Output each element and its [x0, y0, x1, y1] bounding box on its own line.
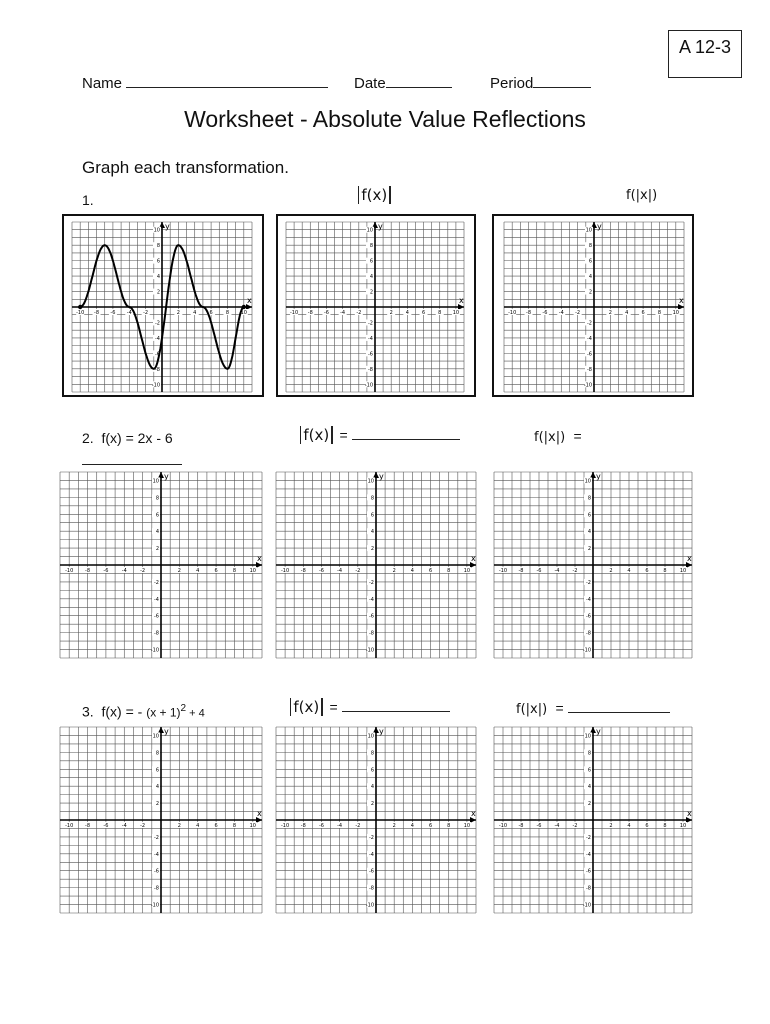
graph-3-1-y-tick-label: -10 [150, 902, 159, 909]
graph-3-2-x-tick-label: 2 [392, 823, 396, 829]
graph-2-2-x-tick-label: -8 [300, 568, 306, 574]
period-label: Period [490, 75, 534, 92]
page-title: Worksheet - Absolute Value Reflections [184, 106, 586, 132]
graph-1-2-y-tick-label: -10 [364, 382, 373, 389]
graph-1-1-y-tick-label: 10 [153, 227, 160, 234]
graph-1-2-y-tick-label: 6 [369, 258, 373, 265]
f-abs-label-3: f(|x|) = [516, 700, 670, 717]
graph-1-2-x-tick-label: 10 [452, 310, 460, 316]
graph-2-1-x-tick-label: 4 [196, 568, 200, 574]
graph-2-3-x-tick-label: 6 [645, 568, 649, 574]
graph-2-1-x-tick-label: -8 [85, 568, 91, 574]
graph-2-3-x-tick-label: -4 [554, 568, 560, 574]
graph-3-3-y-tick-label: 10 [584, 733, 591, 740]
graph-2-1-y-tick-label: 6 [155, 512, 159, 519]
graph-1-2-y-tick-label: -4 [368, 335, 373, 342]
graph-3-1-x-label: x [257, 809, 262, 818]
graph-3-2-x-tick-label: -2 [355, 823, 361, 829]
graph-2-1-y-tick-label: 10 [152, 478, 159, 485]
graph-2-1[interactable] [60, 472, 262, 658]
graph-2-3-x-tick-label: -8 [518, 568, 524, 574]
problem-3-number: 3. [82, 703, 94, 720]
graph-1-1-endpoint [78, 305, 82, 309]
graph-2-3-x-tick-label: 4 [627, 568, 631, 574]
graph-1-2-x-tick-label: 6 [421, 310, 426, 316]
graph-2-2-y-tick-label: -8 [369, 630, 374, 637]
graph-1-1-x-tick-label: 4 [193, 310, 197, 316]
graph-1-2-x-tick-label: -8 [307, 310, 313, 316]
graph-2-3-y-label: y [596, 472, 601, 481]
graph-3-3-x-tick-label: -8 [518, 823, 524, 829]
graph-2-3-x-label: x [687, 554, 692, 563]
graph-3-1-y-tick-label: -6 [154, 868, 159, 875]
graph-2-3-x-tick-label: 2 [609, 568, 613, 574]
graph-2-1-x-tick-label: 8 [232, 568, 237, 574]
abs-f-label-3: f(x) = [288, 698, 450, 716]
graph-3-2-y-tick-label: 6 [370, 767, 374, 774]
graph-3-3-x-tick-label: -10 [498, 823, 508, 829]
graph-1-1-y-tick-label: -8 [155, 366, 160, 373]
graph-2-3-x-tick-label: 8 [663, 568, 667, 574]
graph-3-3-x-tick-label: 6 [645, 823, 649, 829]
graph-2-2-y-tick-label: -10 [365, 647, 374, 654]
graph-2-2-y-tick-label: 4 [370, 529, 374, 536]
graph-1-1-x-tick-label: -10 [76, 310, 85, 316]
graph-3-3-y-tick-label: 6 [587, 767, 591, 774]
graph-2-2-y-label: y [379, 472, 384, 481]
graph-1-3[interactable] [504, 222, 684, 392]
abs-f-label-2: f(x) = [298, 426, 460, 444]
graph-2-3-x-tick-label: -10 [498, 568, 508, 574]
worksheet-code: A 12-3 [668, 30, 742, 78]
graph-1-1-y-tick-label: -4 [155, 335, 160, 342]
graph-2-1-y-label: y [164, 472, 169, 481]
graph-3-1-y-tick-label: 6 [155, 767, 159, 774]
graph-3-1-x-tick-label: 10 [249, 823, 257, 829]
graph-3-1-y-label: y [164, 727, 169, 736]
graph-2-3-y-tick-label: 4 [587, 529, 591, 536]
graph-2-2-y-tick-label: -2 [369, 579, 374, 586]
graph-2-3-y-tick-label: -6 [586, 613, 591, 620]
graph-3-3-x-label: x [687, 809, 692, 818]
graph-3-3-x-tick-label: 10 [679, 823, 687, 829]
graph-3-2-y-tick-label: -4 [369, 851, 374, 858]
graph-1-3-x-tick-label: -6 [542, 310, 548, 316]
graph-1-3-y-tick-label: -10 [583, 382, 592, 389]
graph-1-2-x-tick-label: 8 [438, 310, 442, 316]
graph-1-3-x-tick-label: 2 [608, 310, 612, 316]
graph-1-2-x-tick-label: -4 [340, 310, 346, 316]
graph-3-1-y-tick-label: 10 [152, 733, 159, 740]
graph-3-1-y-tick-label: 2 [155, 801, 159, 808]
graph-2-1-x-tick-label: -10 [65, 568, 74, 574]
graph-1-3-y-tick-label: 4 [588, 274, 592, 281]
graph-1-1-endpoint [242, 305, 246, 309]
graph-2-2-x-tick-label: 4 [410, 568, 414, 574]
graph-1-2-x-tick-label: 2 [389, 310, 393, 316]
graph-3-1-x-tick-label: -4 [121, 823, 127, 829]
period-field [490, 74, 591, 92]
graph-2-1-x-tick-label: -2 [140, 568, 146, 574]
graph-3-1-x-tick-label: -6 [103, 823, 109, 829]
graph-2-2-y-tick-label: 10 [367, 478, 374, 485]
graph-1-1-x-tick-label: -8 [94, 310, 100, 316]
graph-1-3-y-tick-label: 10 [585, 227, 592, 234]
graph-1-2-x-tick-label: -6 [323, 310, 329, 316]
graph-1-1-y-tick-label: 4 [156, 274, 160, 281]
graph-3-1-x-tick-label: -10 [65, 823, 74, 829]
problem-2-function: f(x) = 2x - 6 [101, 430, 173, 446]
graph-2-2-x-tick-label: -2 [355, 568, 361, 574]
graph-3-3-x-tick-label: -4 [554, 823, 560, 829]
graph-1-3-x-tick-label: -2 [575, 310, 581, 316]
graph-1-1-x-tick-label: 6 [209, 310, 213, 316]
name-label: Name [82, 75, 123, 92]
graph-2-1-y-tick-label: -8 [154, 630, 159, 637]
graph-3-1-y-tick-label: -4 [154, 851, 159, 858]
graph-2-2-y-tick-label: 6 [370, 512, 374, 519]
graph-1-3-y-tick-label: -2 [587, 320, 592, 327]
graph-3-3-y-tick-label: 4 [587, 784, 591, 791]
graph-2-3-x-tick-label: -6 [536, 568, 542, 574]
graph-1-1-x-tick-label: -4 [126, 310, 132, 316]
graph-1-3-x-tick-label: 8 [657, 310, 662, 316]
graph-2-1-y-tick-label: 8 [155, 495, 159, 502]
graph-2-1-x-tick-label: 2 [177, 568, 181, 574]
abs-f-answer-blank-2[interactable] [352, 427, 460, 440]
graph-1-3-x-tick-label: -8 [526, 310, 532, 316]
name-blank[interactable] [126, 74, 328, 88]
graph-3-2[interactable] [276, 727, 476, 913]
graph-1-3-y-tick-label: -4 [587, 335, 592, 342]
graph-2-2-x-tick-label: -6 [318, 568, 324, 574]
graph-3-2-y-tick-label: 10 [367, 733, 374, 740]
problem-1-number: 1. [82, 192, 94, 208]
graph-1-1-x-tick-label: 2 [176, 310, 180, 316]
graph-3-2-y-label: y [379, 727, 384, 736]
graph-1-3-x-tick-label: 10 [672, 310, 680, 316]
graph-3-3-x-tick-label: 8 [663, 823, 667, 829]
graph-1-2-y-tick-label: 10 [366, 227, 373, 234]
graph-1-2-y-tick-label: 8 [369, 243, 373, 250]
graph-3-3[interactable] [494, 727, 692, 913]
f-abs-label-1: f(|x|) [626, 188, 658, 203]
graph-3-2-y-tick-label: -8 [369, 885, 374, 892]
graph-1-2-y-tick-label: -6 [368, 351, 373, 358]
graph-1-3-x-label: x [679, 296, 684, 305]
graph-3-2-x-tick-label: 4 [410, 823, 414, 829]
graph-3-1-y-tick-label: -2 [154, 834, 159, 841]
graph-1-3-y-tick-label: 6 [588, 258, 592, 265]
name-field [82, 74, 328, 92]
graph-3-2-y-tick-label: -2 [369, 834, 374, 841]
graph-1-2-x-tick-label: -2 [356, 310, 362, 316]
graph-1-2-y-tick-label: 4 [369, 274, 373, 281]
graph-1-1-x-label: x [247, 296, 252, 305]
graph-3-1-y-tick-label: -8 [154, 885, 159, 892]
graph-3-2-y-tick-label: 8 [370, 750, 374, 757]
graph-1-3-y-tick-label: 8 [588, 243, 592, 250]
graph-3-2-y-tick-label: -6 [369, 868, 374, 875]
graph-2-2-x-tick-label: 8 [447, 568, 451, 574]
graph-2-3-y-tick-label: 6 [587, 512, 591, 519]
graph-1-2-y-tick-label: -8 [368, 366, 373, 373]
graph-3-1-x-tick-label: 6 [214, 823, 218, 829]
graph-2-1-x-tick-label: 6 [214, 568, 218, 574]
graph-3-1[interactable] [60, 727, 262, 913]
problem-2-answer-blank[interactable] [82, 452, 182, 465]
graph-1-2[interactable] [286, 222, 464, 392]
graph-2-3-y-tick-label: 10 [584, 478, 591, 485]
graph-3-3-y-tick-label: -10 [582, 902, 591, 909]
graph-1-1-x-tick-label: -2 [143, 310, 149, 316]
graph-1-2-x-tick-label: 4 [405, 310, 409, 316]
graph-1-1-y-label: y [165, 222, 170, 231]
graph-1-3-x-tick-label: -10 [508, 310, 517, 316]
graph-2-1-y-tick-label: -2 [154, 579, 159, 586]
abs-f-answer-blank-3[interactable] [342, 699, 450, 712]
graph-3-2-x-tick-label: 8 [447, 823, 451, 829]
problem-2-number: 2. [82, 430, 94, 446]
graph-3-2-x-tick-label: -6 [318, 823, 324, 829]
graph-2-1-x-tick-label: 10 [249, 568, 257, 574]
graph-1-3-x-tick-label: -4 [558, 310, 564, 316]
graph-1-1-y-tick-label: 6 [156, 258, 160, 265]
problem-2-label [82, 430, 173, 446]
graph-2-1-x-label: x [257, 554, 262, 563]
graph-1-3-y-label: y [597, 222, 602, 231]
graph-1-1-x-tick-label: -6 [110, 310, 116, 316]
graph-2-3-y-tick-label: -2 [586, 579, 591, 586]
graph-3-2-y-tick-label: -10 [365, 902, 374, 909]
graph-3-3-y-tick-label: -4 [586, 851, 591, 858]
period-blank[interactable] [533, 74, 591, 88]
graph-1-3-x-tick-label: 6 [641, 310, 645, 316]
graph-3-2-x-tick-label: -8 [300, 823, 306, 829]
graph-3-3-x-tick-label: -6 [536, 823, 542, 829]
graph-3-3-y-label: y [596, 727, 601, 736]
date-label: Date [354, 75, 386, 92]
graph-2-1-x-tick-label: -6 [103, 568, 109, 574]
f-abs-label-2: f(|x|) = [534, 428, 582, 445]
graph-2-1-x-tick-label: -4 [121, 568, 127, 574]
instructions: Graph each transformation. [82, 158, 289, 177]
graph-3-2-y-tick-label: 2 [370, 801, 374, 808]
graph-3-1-x-tick-label: -2 [140, 823, 146, 829]
graph-2-3-y-tick-label: 2 [587, 546, 591, 553]
problem-3-label: 3. f(x) = - $(x + 1)^2 + 4$ [82, 703, 205, 720]
graph-2-2-x-tick-label: -10 [281, 568, 290, 574]
graph-3-1-x-tick-label: -8 [85, 823, 91, 829]
graph-1-1-y-tick-label: -10 [151, 382, 160, 389]
graph-3-1-x-tick-label: 2 [177, 823, 181, 829]
graph-3-3-y-tick-label: -2 [586, 834, 591, 841]
graph-1-1-x-tick-label: 10 [240, 310, 248, 316]
graph-2-3-y-tick-label: -10 [582, 647, 591, 654]
date-field [354, 74, 452, 92]
graph-2-1-y-tick-label: -10 [150, 647, 159, 654]
graph-2-1-y-tick-label: -4 [154, 596, 159, 603]
graph-2-2-y-tick-label: -4 [369, 596, 374, 603]
graph-2-3-x-tick-label: -2 [572, 568, 578, 574]
graph-2-2-x-tick-label: -4 [337, 568, 343, 574]
graph-2-3-y-tick-label: -8 [586, 630, 591, 637]
graph-2-2-x-tick-label: 6 [428, 568, 433, 574]
graph-2-2-y-tick-label: 8 [370, 495, 374, 502]
graph-2-2[interactable] [276, 472, 476, 658]
graph-1-2-y-tick-label: 2 [369, 289, 373, 296]
graph-1-1-y-tick-label: 8 [156, 243, 160, 250]
graph-3-3-x-tick-label: 2 [609, 823, 613, 829]
graph-3-1-y-tick-label: 8 [155, 750, 159, 757]
graph-3-2-x-label: x [471, 809, 476, 818]
abs-f-label-1: f(x) [356, 186, 393, 204]
graph-1-2-x-tick-label: -10 [290, 310, 299, 316]
graph-1-3-y-tick-label: -8 [587, 366, 592, 373]
graph-2-1-y-tick-label: 2 [155, 546, 159, 553]
graph-2-1-y-tick-label: -6 [154, 613, 159, 620]
graph-1-1-y-tick-label: -6 [155, 351, 160, 358]
graph-2-3-x-tick-label: 10 [679, 568, 687, 574]
graph-3-3-y-tick-label: 2 [587, 801, 591, 808]
graph-1-2-x-label: x [459, 296, 464, 305]
graph-2-2-x-tick-label: 2 [392, 568, 396, 574]
graph-1-1-y-tick-label: 2 [156, 289, 160, 296]
graph-3-2-x-tick-label: -10 [281, 823, 290, 829]
graph-3-3-y-tick-label: 8 [587, 750, 591, 757]
graph-3-2-x-tick-label: 6 [428, 823, 433, 829]
graph-1-1-y-tick-label: -2 [155, 320, 160, 327]
graph-2-3[interactable] [494, 472, 692, 658]
graph-1-1-x-tick-label: 8 [225, 310, 230, 316]
graph-3-2-y-tick-label: 4 [370, 784, 374, 791]
graph-1-3-y-tick-label: -6 [587, 351, 592, 358]
graph-3-3-y-tick-label: -6 [586, 868, 591, 875]
graph-3-1-x-tick-label: 8 [232, 823, 237, 829]
graph-3-1-x-tick-label: 4 [196, 823, 200, 829]
graph-1-3-x-tick-label: 4 [625, 310, 629, 316]
f-abs-answer-blank-3[interactable] [568, 700, 670, 713]
graph-1-2-y-label: y [378, 222, 383, 231]
graph-3-1-y-tick-label: 4 [155, 784, 159, 791]
graph-3-2-x-tick-label: -4 [337, 823, 343, 829]
graph-3-3-y-tick-label: -8 [586, 885, 591, 892]
date-blank[interactable] [386, 74, 452, 88]
graph-3-3-x-tick-label: 4 [627, 823, 631, 829]
graph-3-2-x-tick-label: 10 [463, 823, 471, 829]
graph-2-3-y-tick-label: 8 [587, 495, 591, 502]
graph-2-1-y-tick-label: 4 [155, 529, 159, 536]
graph-1-2-y-tick-label: -2 [368, 320, 373, 327]
graph-2-2-y-tick-label: -6 [369, 613, 374, 620]
graph-2-2-x-label: x [471, 554, 476, 563]
graph-3-3-x-tick-label: -2 [572, 823, 578, 829]
graph-2-2-x-tick-label: 10 [463, 568, 471, 574]
graph-1-3-y-tick-label: 2 [588, 289, 592, 296]
graph-2-2-y-tick-label: 2 [370, 546, 374, 553]
graph-2-3-y-tick-label: -4 [586, 596, 591, 603]
graph-1-1[interactable] [72, 222, 252, 392]
